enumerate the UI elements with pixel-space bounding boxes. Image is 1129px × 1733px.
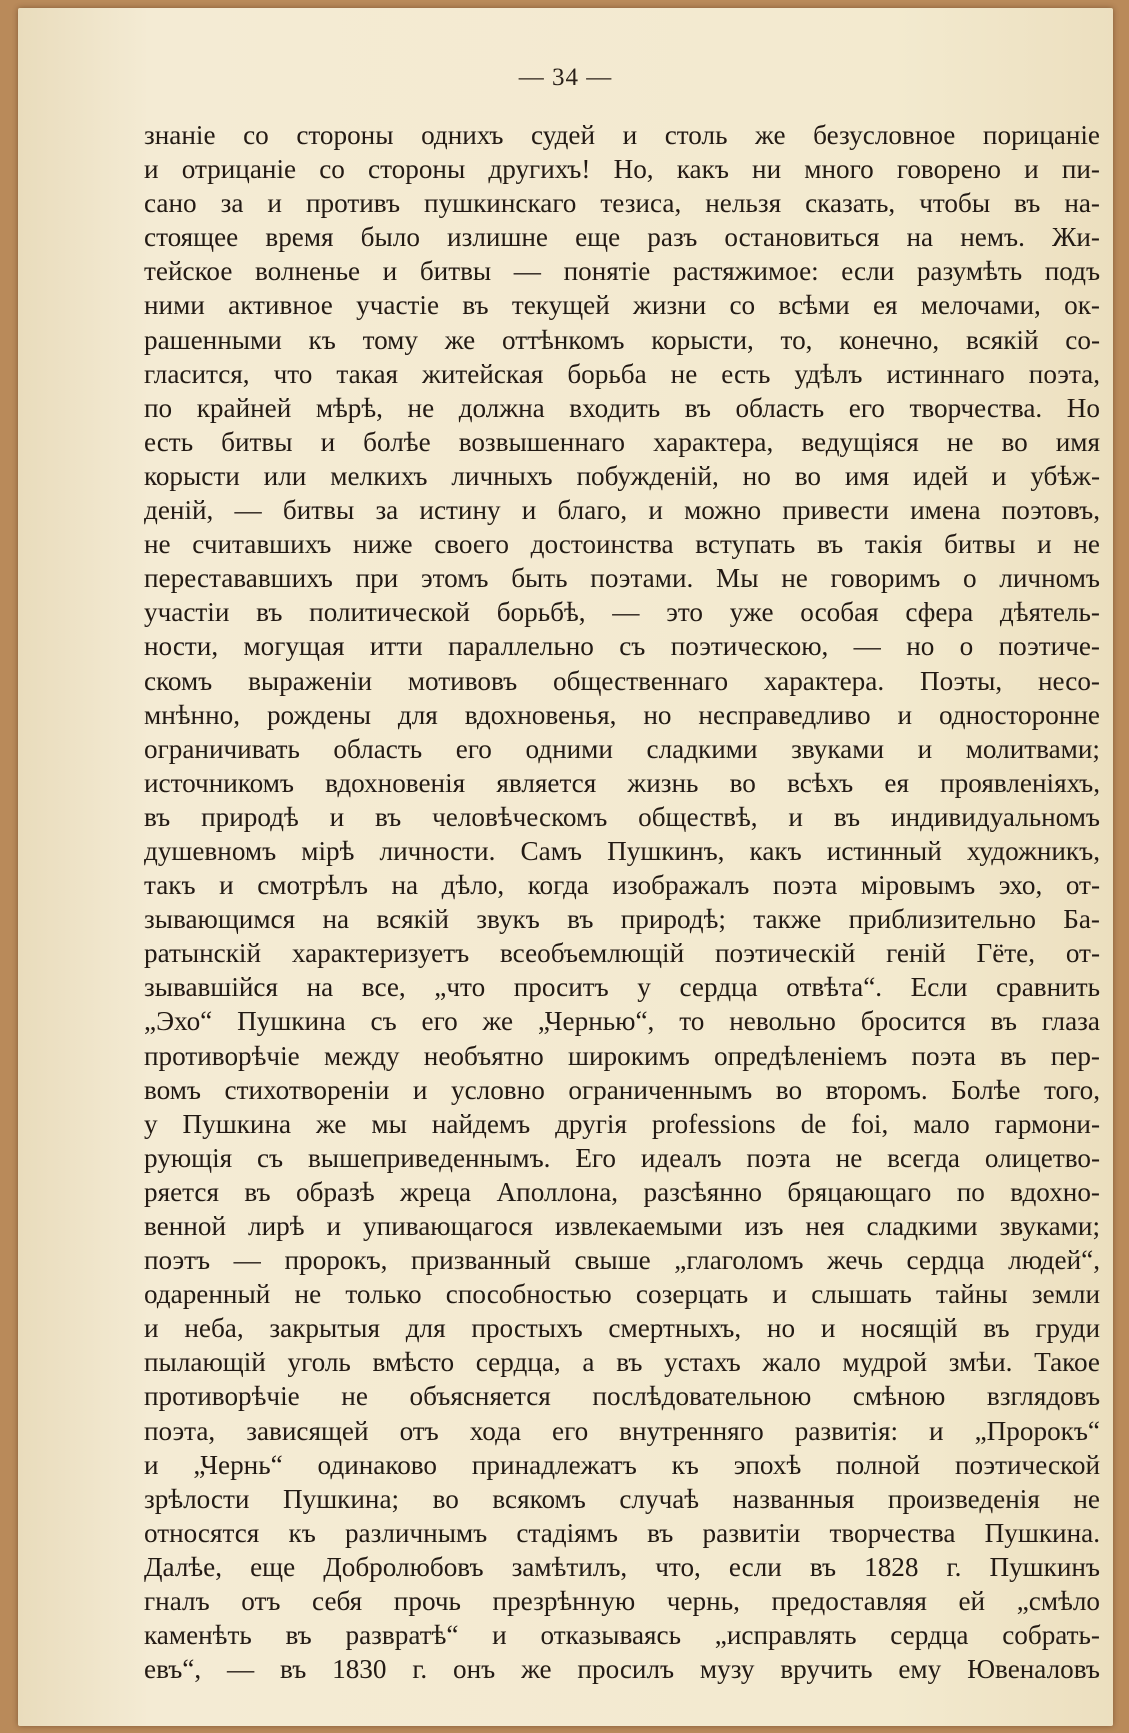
text-line: и неба, закрытыя для простыхъ смертныхъ, но и носящій въ груди <box>144 1313 1100 1344</box>
text-line: знаніе со стороны однихъ судей и столь же безусловное порицаніе <box>144 120 1100 150</box>
text-line: такъ и смотрѣлъ на дѣло, когда изображалъ поэта міровымъ эхо, от- <box>144 870 1100 901</box>
text-line: ограничивать область его одними сладкими звуками и молитвами; <box>144 733 1100 764</box>
text-line: скомъ выраженіи мотивовъ общественнаго характера. Поэты, несо- <box>144 665 1100 696</box>
text-line: относятся къ различнымъ стадіямъ въ развитіи творчества Пушкина. <box>144 1517 1100 1548</box>
text-line: гласится, что такая житейская борьба не есть удѣлъ истиннаго поэта, <box>144 358 1100 389</box>
text-line: зывающимся на всякій звукъ въ природѣ; также приблизительно Ба- <box>144 904 1100 935</box>
page-number: — 34 — <box>518 64 613 91</box>
text-line: рующія съ вышеприведеннымъ. Его идеалъ поэта не всегда олицетво- <box>144 1142 1100 1173</box>
text-line: зрѣлости Пушкина; во всякомъ случаѣ названныя произведенія не <box>144 1483 1100 1514</box>
text-line: гналъ отъ себя прочь презрѣнную чернь, предоставляя ей „смѣло <box>144 1586 1100 1617</box>
text-line: въ природѣ и въ человѣческомъ обществѣ, и въ индивидуальномъ <box>144 801 1100 832</box>
text-line: есть битвы и болѣе возвышеннаго характера, ведущіяся не во имя <box>144 426 1100 457</box>
text-line: стоящее время было излишне еще разъ остановиться на немъ. Жи- <box>144 222 1100 253</box>
text-line: Далѣе, еще Добролюбовъ замѣтилъ, что, если въ 1828 г. Пушкинъ <box>144 1551 1100 1582</box>
text-line: перестававшихъ при этомъ быть поэтами. Мы не говоримъ о личномъ <box>144 563 1100 594</box>
text-line: тейское волненье и битвы — понятіе растяжимое: если разумѣть подъ <box>144 256 1100 287</box>
text-line: противорѣчіе между необъятно широкимъ опредѣленіемъ поэта въ пер- <box>144 1040 1100 1071</box>
text-line: вомъ стихотвореніи и условно ограниченнымъ во второмъ. Болѣе того, <box>144 1074 1100 1105</box>
text-line: противорѣчіе не объясняется послѣдовательною смѣною взглядовъ <box>144 1381 1100 1412</box>
text-line: по крайней мѣрѣ, не должна входить въ область его творчества. Но <box>144 392 1100 423</box>
body-text <box>144 118 1100 1686</box>
text-line: не считавшихъ ниже своего достоинства вступать въ такія битвы и не <box>144 529 1100 560</box>
text-line: мнѣнно, рождены для вдохновенья, но несправедливо и односторонне <box>144 699 1100 730</box>
text-line: поэта, зависящей отъ хода его внутренняго развитія: и „Пророкъ“ <box>144 1415 1100 1446</box>
text-line: корысти или мелкихъ личныхъ побужденій, но во имя идей и убѣж- <box>144 460 1100 491</box>
text-line: венной лирѣ и упивающагося извлекаемыми изъ нея сладкими звуками; <box>144 1211 1100 1241</box>
text-line: „Эхо“ Пушкина съ его же „Чернью“, то невольно бросится въ глаза <box>144 1006 1100 1037</box>
text-line: источникомъ вдохновенія является жизнь во всѣхъ ея проявленіяхъ, <box>144 767 1100 798</box>
text-line: рашенными къ тому же оттѣнкомъ корысти, то, конечно, всякій со- <box>144 324 1100 355</box>
text-line: деній, — битвы за истину и благо, и можно привести имена поэтовъ, <box>144 495 1100 526</box>
text-line: каменѣть въ развратѣ“ и отказываясь „исправлять сердца собрать- <box>144 1620 1100 1651</box>
book-page <box>18 8 1113 1726</box>
text-line: сано за и противъ пушкинскаго тезиса, нельзя сказать, чтобы въ на- <box>144 188 1100 219</box>
text-line: поэтъ — пророкъ, призванный свыше „глаголомъ жечь сердца людей“, <box>144 1245 1100 1276</box>
text-line: ними активное участіе въ текущей жизни со всѣми ея мелочами, ок- <box>144 290 1100 321</box>
text-line: участіи въ политической борьбѣ, — это уже особая сфера дѣятель- <box>144 597 1100 628</box>
text-line: и „Чернь“ одинаково принадлежатъ къ эпохѣ полной поэтической <box>144 1449 1100 1480</box>
text-line: ности, могущая итти параллельно съ поэтическою, — но о поэтиче- <box>144 631 1100 662</box>
text-line: ряется въ образѣ жреца Аполлона, разсѣянно бряцающаго по вдохно- <box>144 1176 1100 1207</box>
text-line: одаренный не только способностью созерцать и слышать тайны земли <box>144 1279 1100 1310</box>
text-line: зывавшійся на все, „что проситъ у сердца отвѣта“. Если сравнить <box>144 972 1100 1003</box>
text-line: ратынскій характеризуетъ всеобъемлющій поэтическій геній Гёте, от- <box>144 938 1100 969</box>
text-line: у Пушкина же мы найдемъ другія professions de foi, мало гармони- <box>144 1108 1100 1139</box>
text-line: пылающій уголь вмѣсто сердца, а въ устахъ жало мудрой змѣи. Такое <box>144 1347 1100 1378</box>
text-line: евъ“, — въ 1830 г. онъ же просилъ музу вручить ему Ювеналовъ <box>144 1654 1100 1685</box>
text-line: и отрицаніе со стороны другихъ! Но, какъ ни много говорено и пи- <box>144 154 1100 185</box>
text-line: душевномъ мірѣ личности. Самъ Пушкинъ, какъ истинный художникъ, <box>144 835 1100 866</box>
